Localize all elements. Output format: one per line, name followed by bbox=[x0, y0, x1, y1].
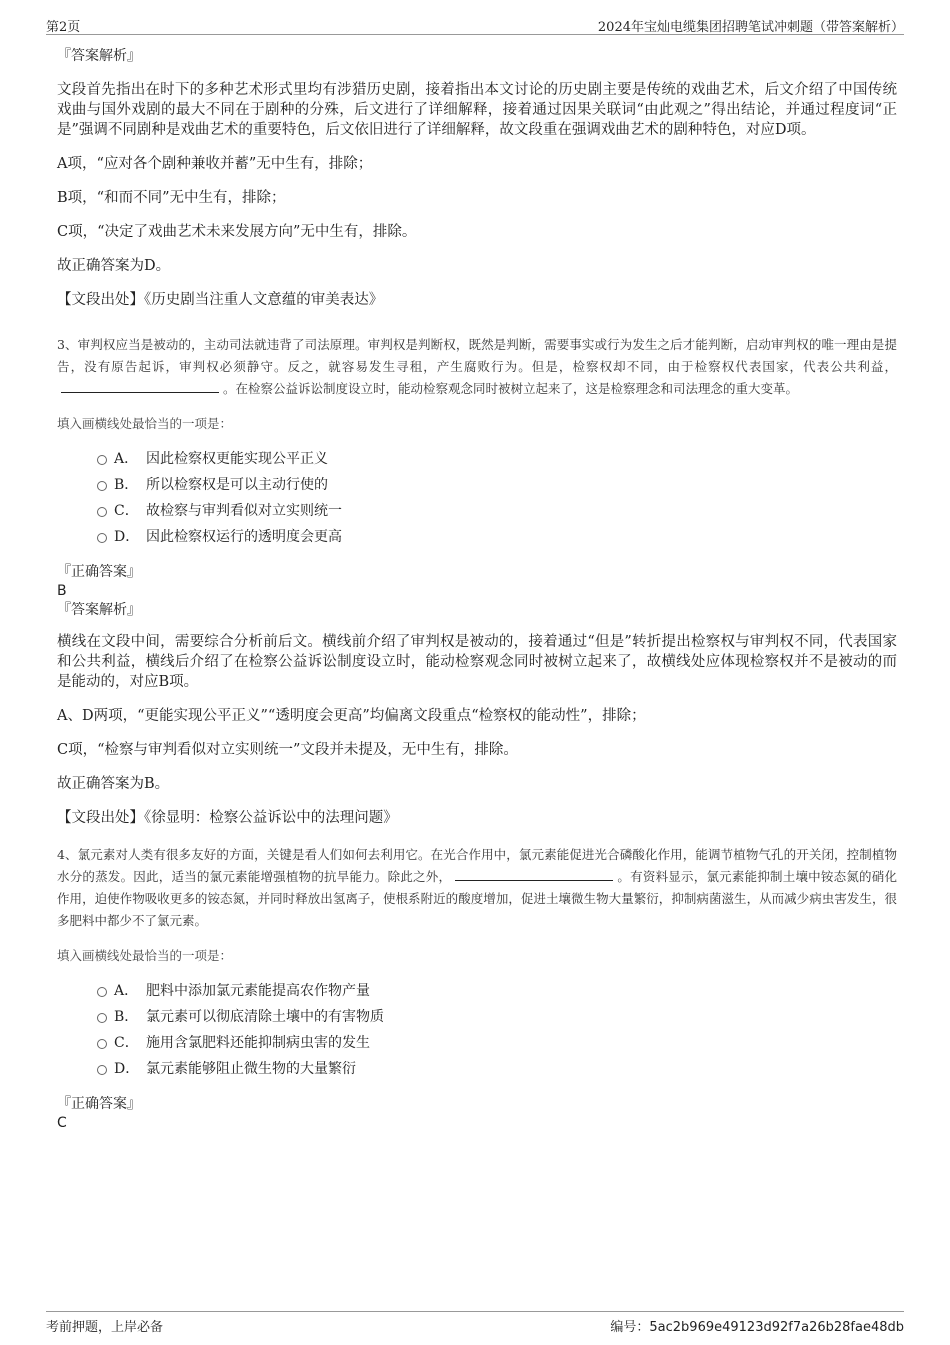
radio-icon[interactable] bbox=[97, 1013, 107, 1023]
radio-icon[interactable] bbox=[97, 455, 107, 465]
radio-icon[interactable] bbox=[97, 533, 107, 543]
option-c[interactable]: C． 施用含氯肥料还能抑制病虫害的发生 bbox=[97, 1030, 897, 1056]
document-code: 编号：5ac2b969e49123d92f7a26b28fae48db bbox=[610, 1320, 904, 1335]
footer-slogan: 考前押题，上岸必备 bbox=[46, 1320, 164, 1335]
analysis-line-ad: A、D两项，“更能实现公平正义”“透明度会更高”均偏离文段重点“检察权的能动性”，排除； bbox=[57, 708, 646, 724]
option-d[interactable]: D． 氯元素能够阻止微生物的大量繁衍 bbox=[97, 1056, 897, 1082]
radio-icon[interactable] bbox=[97, 481, 107, 491]
analysis-conclusion: 故正确答案为B。 bbox=[57, 776, 170, 792]
question-3-text: 3、审判权应当是被动的，主动司法就违背了司法原理。审判权是判断权，既然是判断，需要事实或行为发生之后才能判断，启动审判权的唯一理由是提告，没有原告起诉，审判权必须静守。反之，就容易发生寻租，产生腐败行为。但是，检察权却不同，由于检察权代表国家，代表公共利益，。在检察公益诉讼制度设立时，能动检察观念同时被树立起来了，这是检察理念和司法理念的重大变革。 bbox=[57, 337, 897, 396]
radio-icon[interactable] bbox=[97, 1039, 107, 1049]
correct-answer: C bbox=[57, 1115, 67, 1131]
radio-icon[interactable] bbox=[97, 1065, 107, 1075]
correct-answer-label: 『正确答案』 bbox=[57, 564, 141, 580]
page-number: 第2页 bbox=[46, 20, 81, 35]
option-a[interactable]: A． 因此检察权更能实现公平正义 bbox=[97, 446, 897, 472]
analysis-conclusion: 故正确答案为D。 bbox=[57, 258, 171, 274]
page-content bbox=[57, 46, 897, 1132]
analysis-line-a: A项，“应对各个剧种兼收并蓄”无中生有，排除； bbox=[57, 156, 373, 172]
analysis-paragraph: 文段首先指出在时下的多种艺术形式里均有涉猎历史剧，接着指出本文讨论的历史剧主要是传统的戏曲艺术，后文介绍了中国传统戏曲与国外戏剧的最大不同在于剧种的分殊，后文进行了详细解释，接着通过因果关联词“由此观之”得出结论，并通过程度词“正是”强调不同剧种是戏曲艺术的重要特色，后文依旧进行了详细解释，故文段重在强调戏曲艺术的剧种特色，对应D项。 bbox=[57, 82, 897, 138]
analysis-line-b: B项，“和而不同”无中生有，排除； bbox=[57, 190, 286, 206]
analysis-paragraph: 横线在文段中间，需要综合分析前后文。横线前介绍了审判权是被动的，接着通过“但是”转折提出检察权与审判权不同，代表国家和公共利益，横线后介绍了在检察公益诉讼制度设立时，能动检察观念同时被树立起来了，故横线处应体现检察权并不是被动的而是能动的，对应B项。 bbox=[57, 634, 897, 690]
option-c[interactable]: C． 故检察与审判看似对立实则统一 bbox=[97, 498, 897, 524]
option-d[interactable]: D． 因此检察权运行的透明度会更高 bbox=[97, 524, 897, 550]
question-3-options bbox=[57, 446, 897, 550]
radio-icon[interactable] bbox=[97, 507, 107, 517]
question-4-text: 4、氯元素对人类有很多友好的方面，关键是看人们如何去利用它。在光合作用中，氯元素能促进光合磷酸化作用，能调节植物气孔的开关闭，控制植物水分的蒸发。因此，适当的氯元素能增强植物的抗旱能力。除此之外， 。有资料显示，氯元素能抑制土壤中铵态氮的硝化作用，迫使作物吸收更多的铵态氮，并同时释放出氢离子，使根系附近的酸度增加，促进土壤微生物大量繁衍，抑制病菌滋生，从而减少病虫害发生，很多肥料中都少不了氯元素。 bbox=[57, 847, 897, 928]
option-b[interactable]: B． 所以检察权是可以主动行使的 bbox=[97, 472, 897, 498]
analysis-line-c: C项，“检察与审判看似对立实则统一”文段并未提及，无中生有，排除。 bbox=[57, 742, 518, 758]
correct-answer: B bbox=[57, 583, 67, 599]
analysis-line-c: C项，“决定了戏曲艺术未来发展方向”无中生有，排除。 bbox=[57, 224, 417, 240]
document-title: 2024年宝灿电缆集团招聘笔试冲刺题（带答案解析） bbox=[597, 20, 904, 35]
radio-icon[interactable] bbox=[97, 987, 107, 997]
page-footer bbox=[46, 1311, 904, 1336]
analysis-label: 『答案解析』 bbox=[57, 602, 141, 618]
passage-source: 【文段出处】《历史剧当注重人文意蕴的审美表达》 bbox=[57, 292, 384, 308]
option-b[interactable]: B． 氯元素可以彻底清除土壤中的有害物质 bbox=[97, 1004, 897, 1030]
page-header bbox=[46, 14, 904, 35]
fill-blank bbox=[455, 868, 613, 881]
passage-source: 【文段出处】《徐显明：检察公益诉讼中的法理问题》 bbox=[57, 810, 398, 826]
option-a[interactable]: A． 肥料中添加氯元素能提高农作物产量 bbox=[97, 978, 897, 1004]
question-3-prompt: 填入画横线处最恰当的一项是： bbox=[57, 416, 233, 431]
fill-blank bbox=[61, 380, 219, 393]
question-4-prompt: 填入画横线处最恰当的一项是： bbox=[57, 948, 233, 963]
correct-answer-label: 『正确答案』 bbox=[57, 1096, 141, 1112]
question-4-options bbox=[57, 978, 897, 1082]
analysis-label: 『答案解析』 bbox=[57, 48, 141, 64]
